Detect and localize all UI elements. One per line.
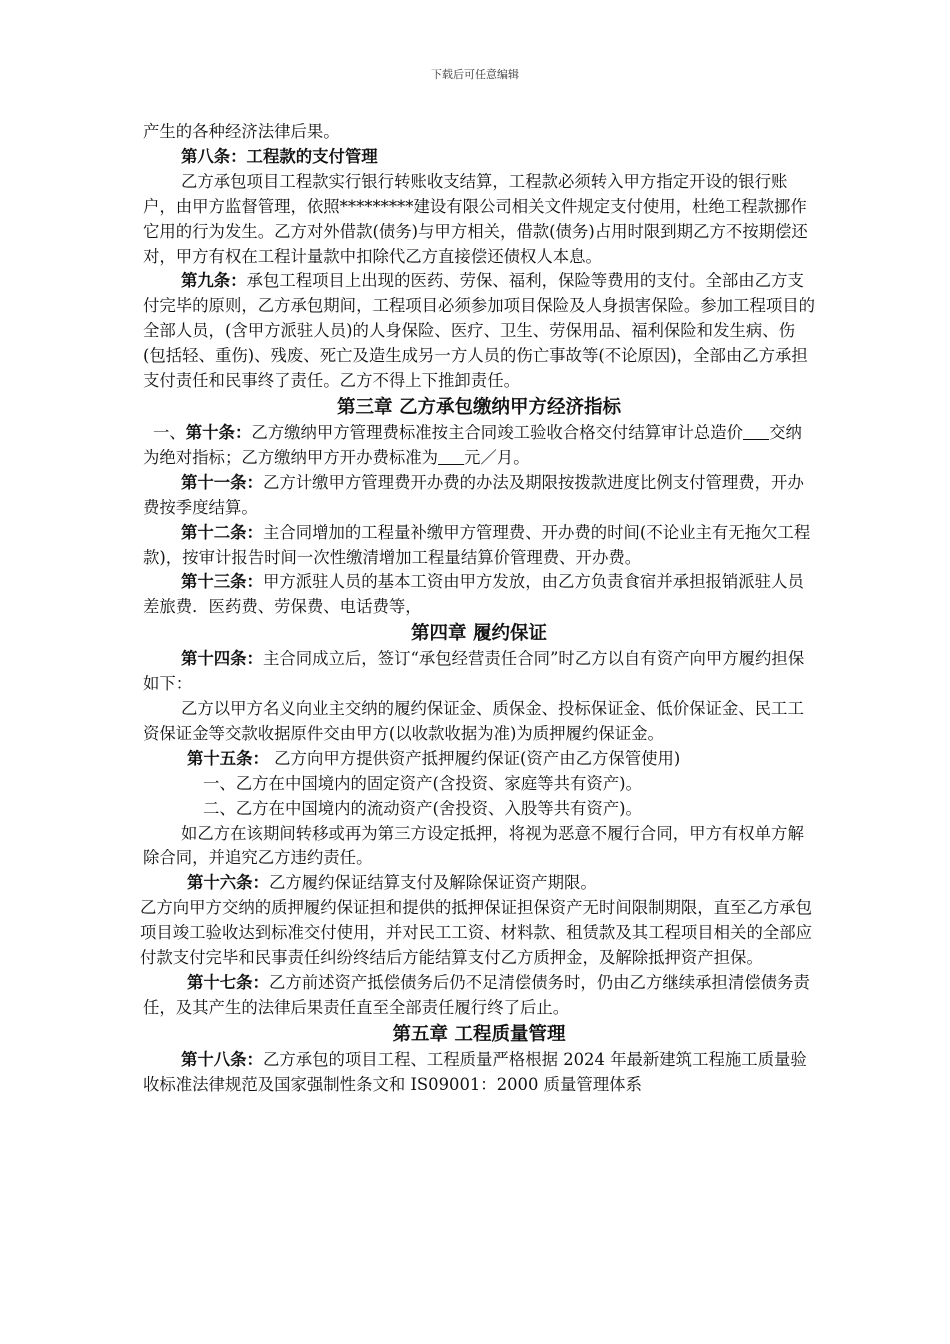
chapter-4-heading: 第四章 履约保证 — [411, 623, 547, 645]
article-15-body: 乙方向甲方提供资产抵押履约保证(资产由乙方保管使用) — [268, 748, 681, 768]
chapter-5-heading: 第五章 工程质量管理 — [392, 1023, 566, 1045]
article-12-body: 主合同增加的工程量补缴甲方管理费、开办费的时间(不论业主有无拖欠工程款)，按审计报告时间一次性缴清增加工程量结算价管理费、开办费。 — [143, 522, 811, 567]
article-14-detail: 乙方以甲方名义向业主交纳的履约保证金、质保金、投标保证金、低价保证金、民工工资保证金等交款收据原件交由甲方(以收款收据为准)为质押履约保证金。 — [143, 699, 804, 743]
blank-field — [743, 423, 769, 440]
article-15-label: 第十五条： — [187, 748, 269, 768]
article-13 — [143, 570, 815, 620]
article-13-body: 甲方派驻人员的基本工资由甲方发放，由乙方负责食宿并承担报销派驻人员差旅费．医药费、劳保费、电话费等， — [143, 572, 804, 617]
article-18-body: 乙方承包的项目工程、工程质量严格根据 2024 年最新建筑工程施工质量验收标准法律规范及国家强制性条文和 IS09001：2000 质量管理体系 — [143, 1049, 807, 1094]
article-10-body-c: 元／月。 — [464, 447, 530, 467]
blank-field — [438, 448, 464, 465]
article-14 — [143, 647, 815, 697]
article-11-label: 第十一条： — [181, 472, 263, 492]
article-16-detail: 乙方向甲方交纳的质押履约保证担和提供的抵押保证担保资产无时间限制期限，直至乙方承包项目竣工验收达到标准交付使用，并对民工工资、材料款、租赁款及其工程项目相关的全部应付款支付完毕和民事责任纠纷终结后方能结算支付乙方质押金，及解除抵押资产担保。 — [140, 898, 813, 968]
article-8-title: 第八条：工程款的支付管理 — [181, 146, 378, 166]
article-12 — [143, 521, 815, 571]
page-header-note: 下载后可任意编辑 — [431, 68, 519, 81]
article-10-body-b: 交纳为绝对指标；乙方缴纳甲方开办费标准为 — [143, 422, 802, 467]
article-15-note: 如乙方在该期间转移或再为第三方设定抵押，将视为恶意不履行合同，甲方有权单方解除合同，并追究乙方违约责任。 — [143, 823, 804, 868]
article-15-item-1: 一、乙方在中国境内的固定资产(含投资、家庭等共有资产)。 — [203, 773, 642, 793]
article-18 — [143, 1048, 815, 1098]
article-13-label: 第十三条： — [181, 572, 263, 592]
article-10-body-a: 乙方缴纳甲方管理费标准按主合同竣工验收合格交付结算审计总造价 — [251, 422, 744, 442]
article-14-body: 主合同成立后，签订“承包经营责任合同”时乙方以自有资产向甲方履约担保如下： — [143, 649, 805, 694]
article-16-body: 乙方履约保证结算支付及解除保证资产期限。 — [268, 873, 597, 893]
article-10 — [143, 421, 815, 471]
article-10-label: 第十条： — [185, 422, 252, 442]
chapter-3-heading: 第三章 乙方承包缴纳甲方经济指标 — [337, 396, 621, 418]
article-16-label: 第十六条： — [187, 873, 269, 893]
article-9-body: 承包工程项目上出现的医药、劳保、福利，保险等费用的支付。全部由乙方支付完毕的原则，乙方承包期间，工程项目必须参加项目保险及人身损害保险。参加工程项目的全部人员，(含甲方派驻人员)的人身保险、医疗、卫生、劳保用品、福利保险和发生病、伤(包括轻、重伤)、残废、死亡及造生成另一方人员的伤亡事故等(不论原因)，全部由乙方承担支付责任和民事终了责任。乙方不得上下推卸责任。 — [143, 271, 816, 391]
article-15-item-2: 二、乙方在中国境内的流动资产(舍投资、入股等共有资产)。 — [203, 798, 642, 818]
article-11-body: 乙方计缴甲方管理费开办费的办法及期限按拨款进度比例支付管理费，开办费按季度结算。 — [143, 472, 804, 517]
article-17-body: 乙方前述资产抵偿债务后仍不足清偿债务时，仍由乙方继续承担清偿债务责任，及其产生的法律后果责任直至全部责任履行终了后止。 — [143, 973, 810, 1017]
article-14-label: 第十四条： — [181, 649, 263, 669]
document-body — [140, 120, 816, 1098]
article-9-label: 第九条： — [181, 271, 247, 291]
article-17-label: 第十七条： — [187, 973, 269, 992]
article-18-label: 第十八条： — [181, 1049, 263, 1069]
article-17 — [143, 971, 815, 1021]
article-9 — [143, 269, 815, 394]
article-16 — [143, 871, 815, 896]
article-11 — [143, 471, 815, 521]
article-8-body: 乙方承包项目工程款实行银行转账收支结算，工程款必须转入甲方指定开设的银行账户，由甲方监督管理，依照*********建设有限公司相关文件规定支付使用，杜绝工程款挪作它用的行为发生。乙方对外借款(债务)与甲方相关，借款(债务)占用时限到期乙方不按期偿还对，甲方有权在工程计量款中扣除代乙方直接偿还债权人本息。 — [143, 171, 808, 266]
article-10-prefix: 一、 — [153, 422, 186, 442]
article-15 — [143, 747, 815, 772]
paragraph-continuation: 产生的各种经济法律后果。 — [143, 122, 340, 141]
article-12-label: 第十二条： — [181, 522, 263, 542]
